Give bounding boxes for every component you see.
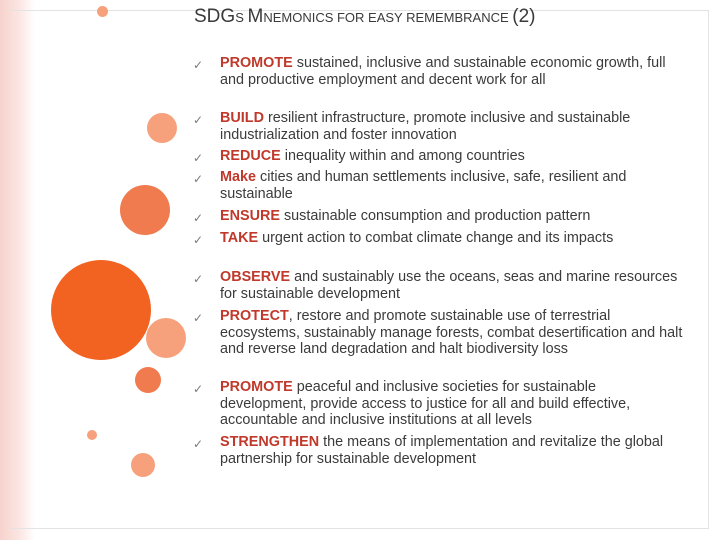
slide-title: SDGS MNEMONICS FOR EASY REMEMBRANCE (2): [194, 6, 536, 27]
list-item: TAKE urgent action to combat climate change and its impacts: [220, 230, 614, 246]
list-item: Make cities and human settlements inclusive, safe, resilient and sustainable: [220, 169, 627, 202]
list-item: STRENGTHEN the means of implementation and revitalize the global partnership for sustainable development: [220, 434, 664, 467]
check-icon: ✓: [193, 382, 204, 396]
list-item: REDUCE inequality within and among countries: [220, 148, 525, 164]
list-item: PROMOTE peaceful and inclusive societies for sustainable development, provide access to justice for all and build effective, accountable and inclusive institutions at all levels: [220, 379, 631, 428]
list-item: BUILD resilient infrastructure, promote inclusive and sustainable industrialization and foster innovation: [220, 110, 631, 143]
check-icon: ✓: [193, 211, 204, 225]
check-icon: ✓: [193, 151, 204, 165]
check-icon: ✓: [193, 233, 204, 247]
check-icon: ✓: [193, 437, 204, 451]
check-icon: ✓: [193, 172, 204, 186]
list-item: ENSURE sustainable consumption and production pattern: [220, 208, 591, 224]
check-icon: ✓: [193, 113, 204, 127]
check-icon: ✓: [193, 272, 204, 286]
check-icon: ✓: [193, 311, 204, 325]
list-item: PROMOTE sustained, inclusive and sustainable economic growth, full and productive employment and decent work for all: [220, 55, 666, 88]
check-icon: ✓: [193, 58, 204, 72]
list-item: OBSERVE and sustainably use the oceans, seas and marine resources for sustainable development: [220, 269, 678, 302]
list-item: PROTECT, restore and promote sustainable use of terrestrial ecosystems, sustainably manage forests, combat desertification and halt and reverse land degradation and halt biodiversity loss: [220, 308, 683, 357]
